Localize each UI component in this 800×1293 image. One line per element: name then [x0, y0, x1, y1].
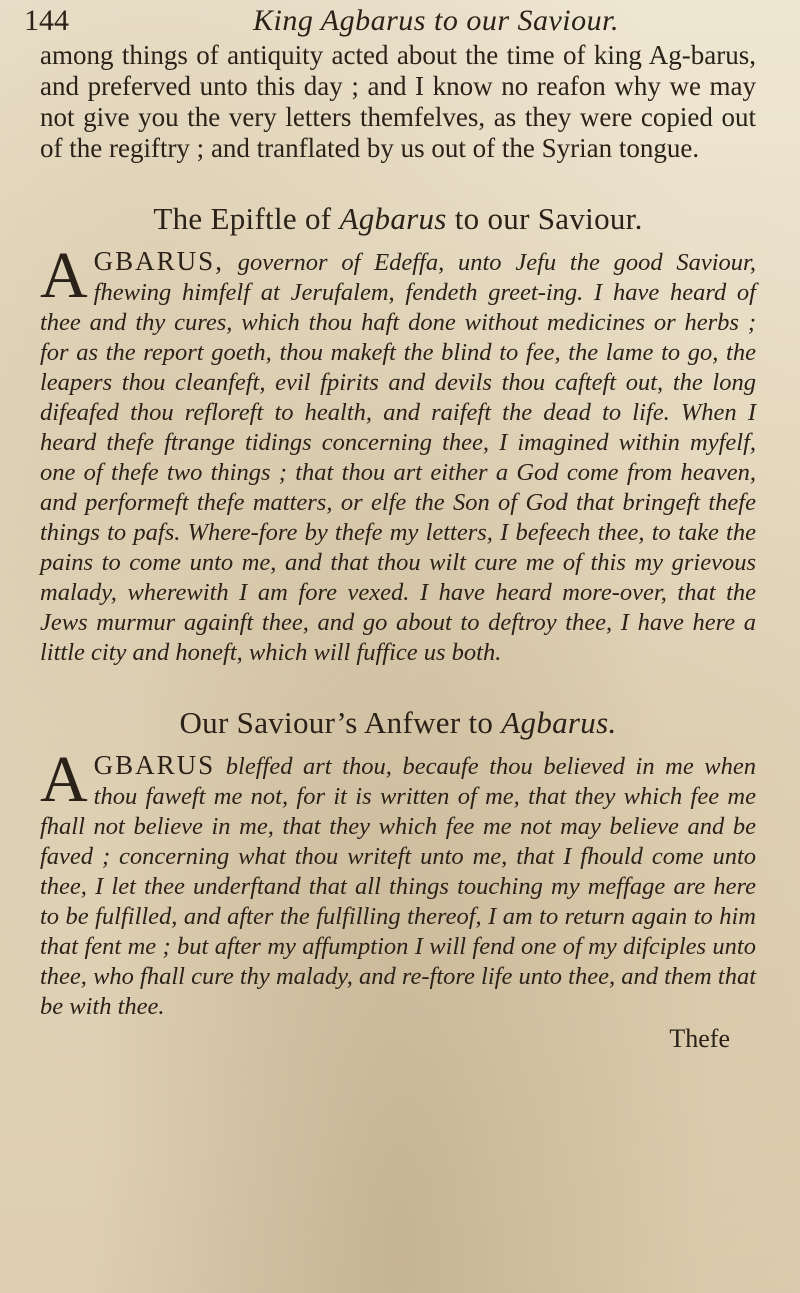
epistle-body: [40, 239, 757, 668]
intro-paragraph: among things of antiquity acted about the time of king Ag-barus, and preferved unto this day ; and I know no reafon why we may not give you the very letters themfelves, as they were copied out of the regiftry ; and tranflated by us out of the Syrian tongue.: [40, 40, 756, 163]
answer-body: [40, 743, 756, 1022]
running-head: [24, 4, 756, 40]
epistle-heading: [40, 200, 756, 238]
epistle-opening-caps: GBARUS,: [93, 246, 224, 276]
running-title: King Agbarus to our Saviour.: [253, 4, 619, 37]
answer-dropcap: A: [40, 743, 88, 816]
epistle-heading-post: to our Saviour.: [454, 201, 643, 236]
answer-opening-caps: GBARUS: [93, 750, 216, 780]
answer-heading: [40, 704, 756, 742]
answer-heading-name: Agbarus.: [501, 705, 617, 740]
epistle-heading-name: Agbarus: [339, 201, 447, 236]
catchword: Thefe: [669, 1024, 730, 1053]
answer-heading-pre: Our Saviour’s Anfwer to: [179, 705, 494, 740]
page-number: 144: [24, 4, 69, 37]
epistle-text: governor of Edeffa, unto Jefu the good Saviour, fhewing himfelf at Jerufalem, fendeth greet-ing. I have heard of thee and thy cures, which thou haft done without medicines or herbs ; for as the report goeth, thou makeft the blind to fee, the lame to go, the leapers thou cleanfeft, evil fpirits and devils thou cafteft out, the long difeafed thou refloreft to health, and raifeft the dead to life. When I heard thefe ftrange tidings concerning thee, I imagined within myfelf, one of thefe two things ; that thou art either a God come from heaven, and performeft thefe matters, or elfe the Son of God that bringeft thefe things to pafs. Where-fore by thefe my letters, I befeech thee, to take the pains to come unto me, and that thou wilt cure me of this my grievous malady, wherewith I am fore vexed. I have heard more-over, that the Jews murmur againft thee, and go about to deftroy thee, I have here a little city and honeft, which will fuffice us both.: [40, 249, 757, 666]
epistle-heading-pre: The Epiftle of: [153, 201, 332, 236]
epistle-dropcap: A: [40, 239, 88, 312]
answer-text: bleffed art thou, becaufe thou believed in me when thou faweft me not, for it is written of me, that they which fee me fhall not believe in me, that they which fee me not may believe and be faved ; concerning what thou writeft unto me, that I fhould come unto thee, I let thee underftand that all things touching my meffage are here to be fulfilled, and after the fulfilling thereof, I am to return again to him that fent me ; but after my affumption I will fend one of my difciples unto thee, who fhall cure thy malady, and re-ftore life unto thee, and them that be with thee.: [40, 753, 756, 1020]
